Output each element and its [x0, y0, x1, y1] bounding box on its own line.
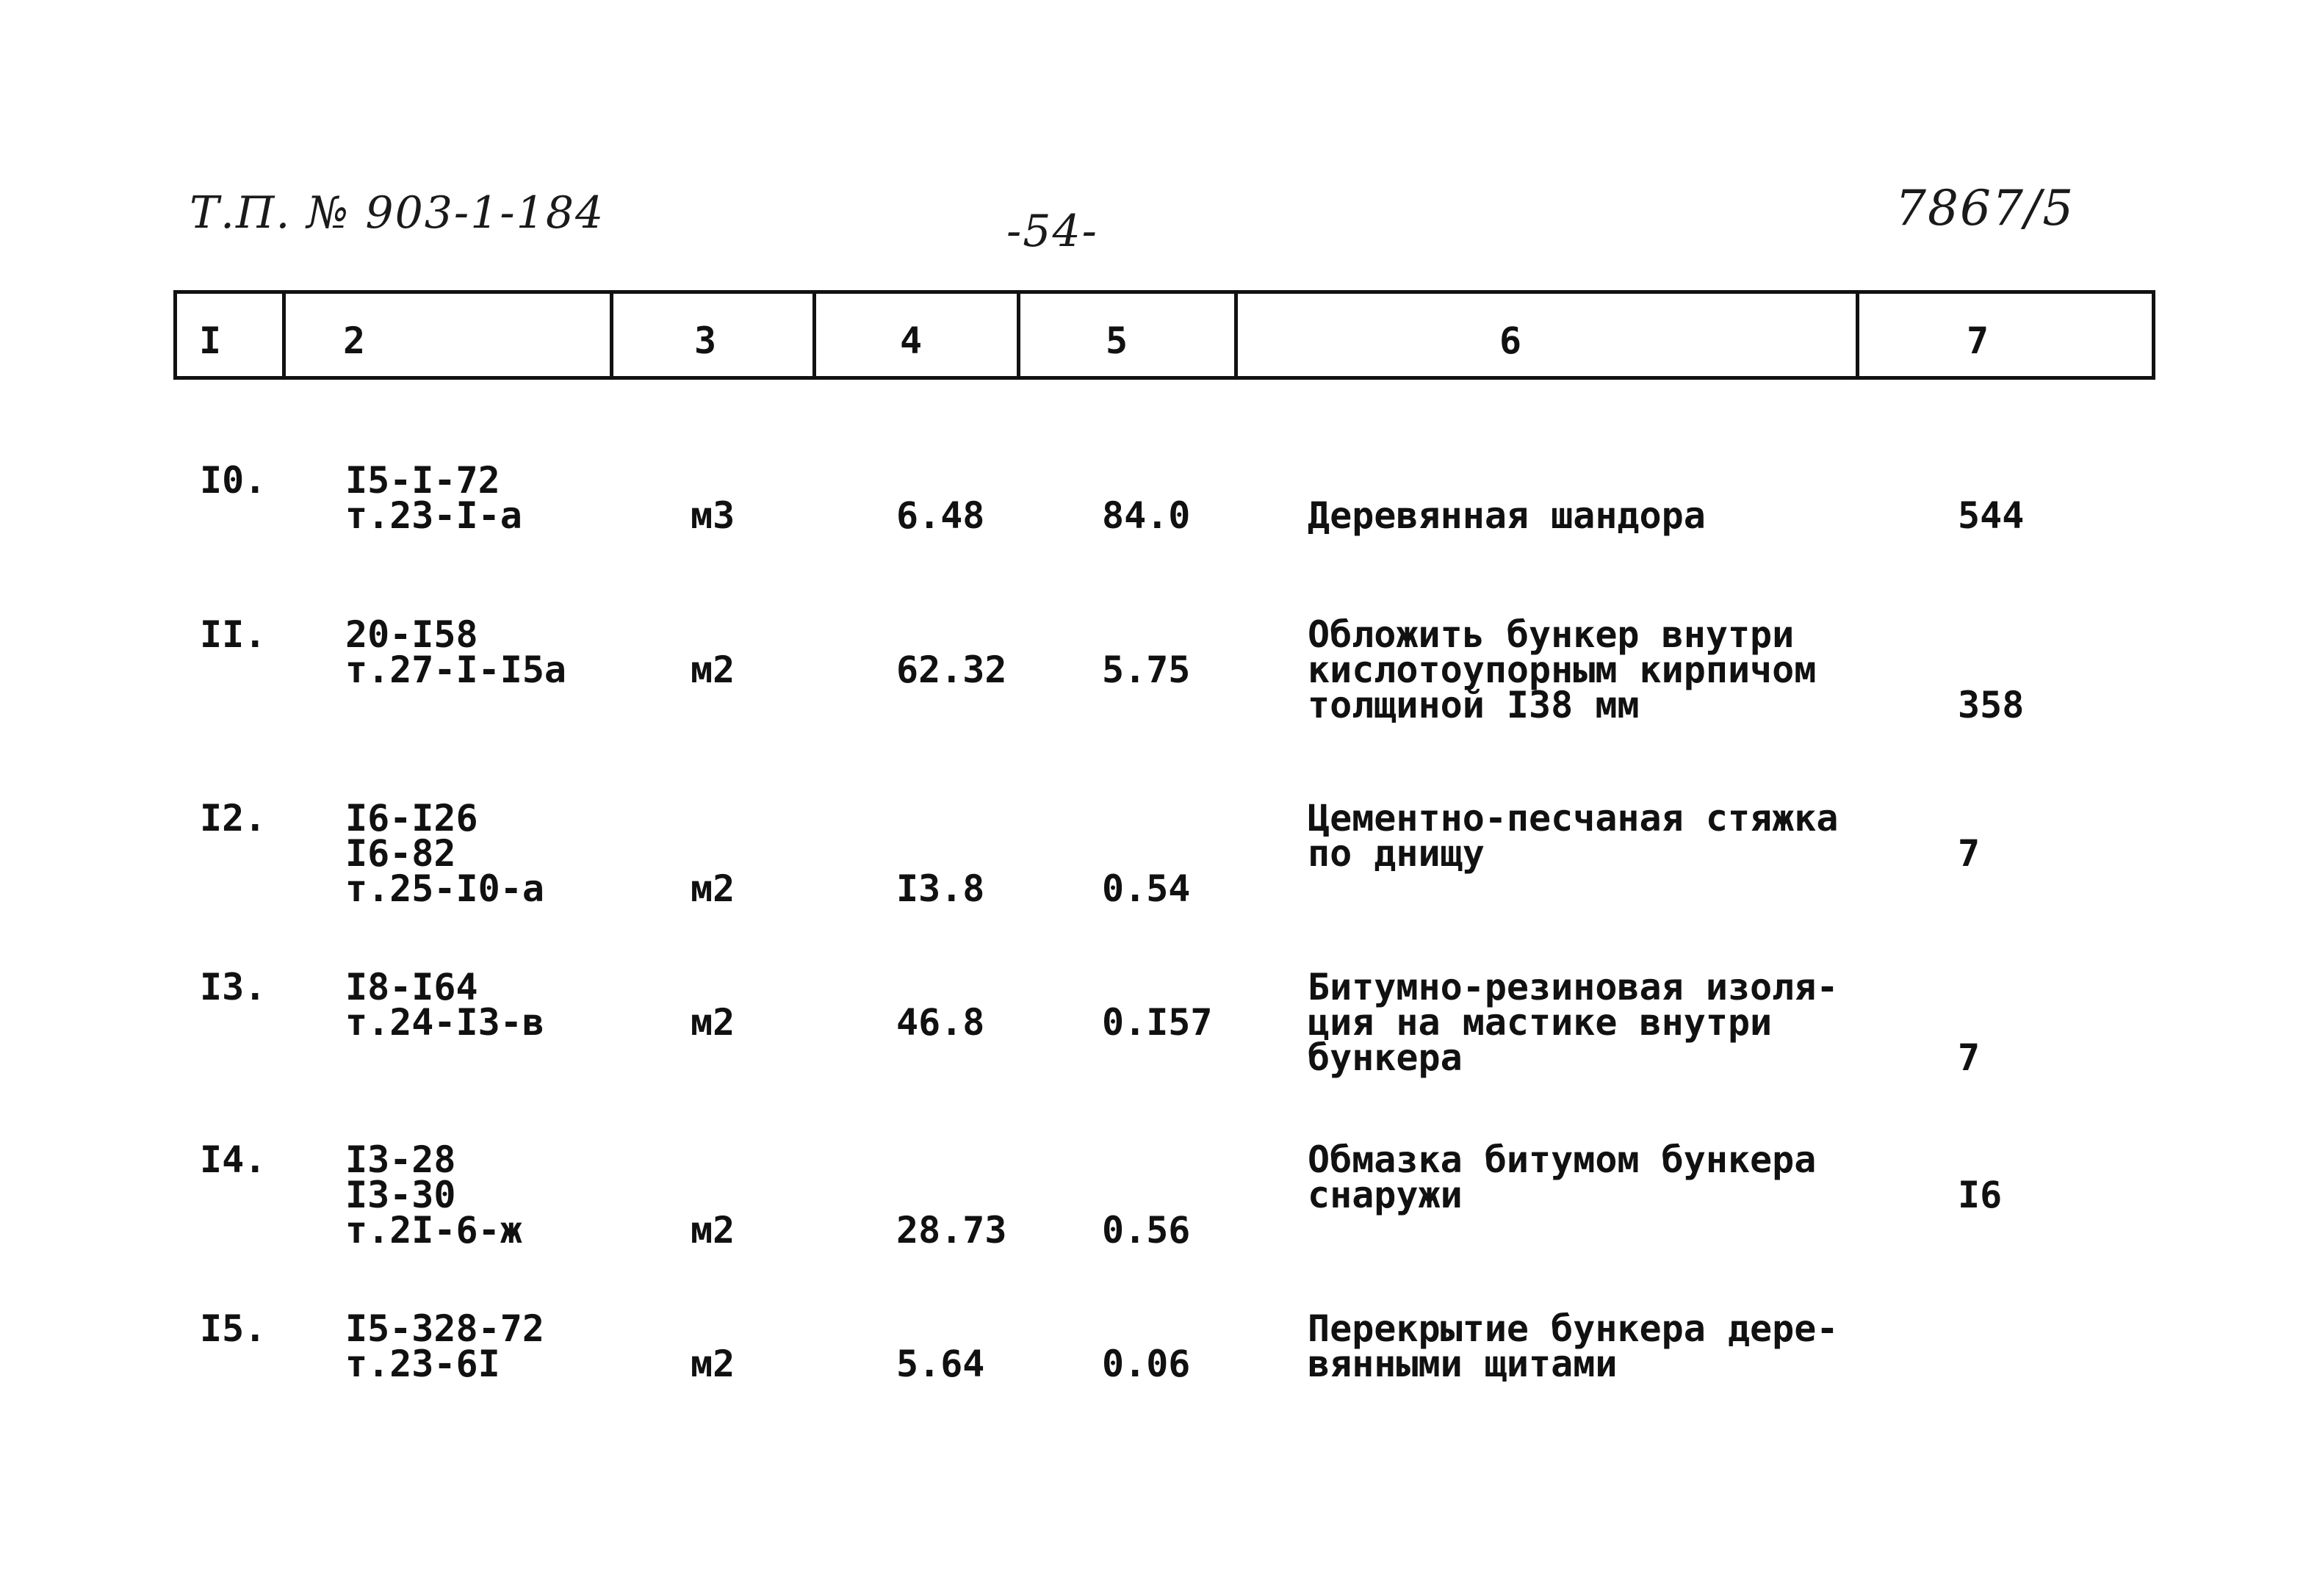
norm-code: I6-I26	[345, 797, 478, 839]
column-header-2: 2	[342, 319, 366, 362]
description-line: бункера	[1308, 1036, 1463, 1079]
column-divider	[610, 290, 613, 380]
quantity: 28.73	[896, 1209, 1007, 1252]
unit: м2	[691, 649, 735, 691]
work-description	[1308, 613, 1817, 726]
unit: м3	[691, 494, 735, 537]
description-line: Цементно-песчаная стяжка	[1308, 797, 1839, 839]
column-divider	[2152, 290, 2155, 380]
norm-code: т.23-6I	[345, 1343, 500, 1385]
description-line: ция на мастике внутри	[1308, 1001, 1773, 1044]
work-description	[1308, 797, 1839, 875]
norm-code: I5-I-72	[345, 459, 500, 502]
inventory-number: 7867/5	[1895, 180, 2075, 236]
quantity: 46.8	[896, 1001, 985, 1044]
norm-codes	[345, 797, 544, 910]
column-divider	[282, 290, 286, 380]
norm-code: I8-I64	[345, 966, 478, 1008]
description-line: Битумно-резиновая изоля-	[1308, 966, 1839, 1008]
column-header-7: 7	[1966, 319, 1989, 362]
quantity: 6.48	[896, 494, 985, 537]
quantity: 5.64	[896, 1343, 985, 1385]
unit: м2	[691, 1209, 735, 1252]
norm-code: т.24-I3-в	[345, 1001, 544, 1044]
norm-code: I5-328-72	[345, 1307, 544, 1350]
rate: 0.06	[1102, 1343, 1191, 1385]
description-line: Деревянная шандора	[1308, 494, 1706, 537]
norm-codes	[345, 1307, 544, 1385]
norm-code: I6-82	[345, 832, 456, 875]
row-number: I5.	[200, 1307, 267, 1350]
work-description	[1308, 1138, 1817, 1216]
norm-codes	[345, 613, 567, 691]
total: I6	[1958, 1174, 2003, 1216]
description-line: вянными щитами	[1308, 1343, 1618, 1385]
norm-code: I3-30	[345, 1174, 456, 1216]
quantity: I3.8	[896, 867, 985, 910]
rate: 84.0	[1102, 494, 1191, 537]
norm-code: т.27-I-I5а	[345, 649, 567, 691]
unit: м2	[691, 1001, 735, 1044]
document-code: Т.П. № 903-1-184	[190, 187, 605, 239]
description-line: Обмазка битумом бункера	[1308, 1138, 1817, 1181]
column-header-4: 4	[899, 319, 923, 362]
work-description	[1308, 966, 1839, 1079]
total: 544	[1958, 494, 2025, 537]
norm-code: т.25-I0-а	[345, 867, 544, 910]
rate: 0.I57	[1102, 1001, 1213, 1044]
norm-code: I3-28	[345, 1138, 456, 1181]
column-header-5: 5	[1105, 319, 1128, 362]
work-description	[1308, 494, 1706, 537]
column-divider	[812, 290, 816, 380]
column-divider	[1017, 290, 1020, 380]
column-header-table	[173, 290, 2155, 380]
quantity: 62.32	[896, 649, 1007, 691]
norm-code: т.2I-6-ж	[345, 1209, 522, 1252]
column-header-6: 6	[1499, 319, 1522, 362]
rate: 0.56	[1102, 1209, 1191, 1252]
column-divider	[1856, 290, 1859, 380]
column-header-3: 3	[693, 319, 717, 362]
description-line: снаружи	[1308, 1174, 1463, 1216]
description-line: Обложить бункер внутри	[1308, 613, 1795, 656]
unit: м2	[691, 1343, 735, 1385]
work-description	[1308, 1307, 1839, 1385]
row-number: I3.	[200, 966, 267, 1008]
row-number: II.	[200, 613, 267, 656]
row-number: I0.	[200, 459, 267, 502]
total: 7	[1958, 832, 1981, 875]
norm-codes	[345, 459, 522, 537]
column-divider	[173, 290, 177, 380]
unit: м2	[691, 867, 735, 910]
norm-codes	[345, 1138, 522, 1252]
description-line: толщиной I38 мм	[1308, 684, 1640, 726]
description-line: кислотоупорным кирпичом	[1308, 649, 1817, 691]
row-number: I4.	[200, 1138, 267, 1181]
description-line: Перекрытие бункера дере-	[1308, 1307, 1839, 1350]
page-number: -54-	[1006, 206, 1098, 257]
total: 7	[1958, 1036, 1981, 1079]
rate: 0.54	[1102, 867, 1191, 910]
row-number: I2.	[200, 797, 267, 839]
column-divider	[1234, 290, 1238, 380]
rate: 5.75	[1102, 649, 1191, 691]
norm-codes	[345, 966, 544, 1044]
norm-code: 20-I58	[345, 613, 478, 656]
norm-code: т.23-I-а	[345, 494, 522, 537]
column-header-1: I	[198, 319, 222, 362]
description-line: по днищу	[1308, 832, 1485, 875]
total: 358	[1958, 684, 2025, 726]
